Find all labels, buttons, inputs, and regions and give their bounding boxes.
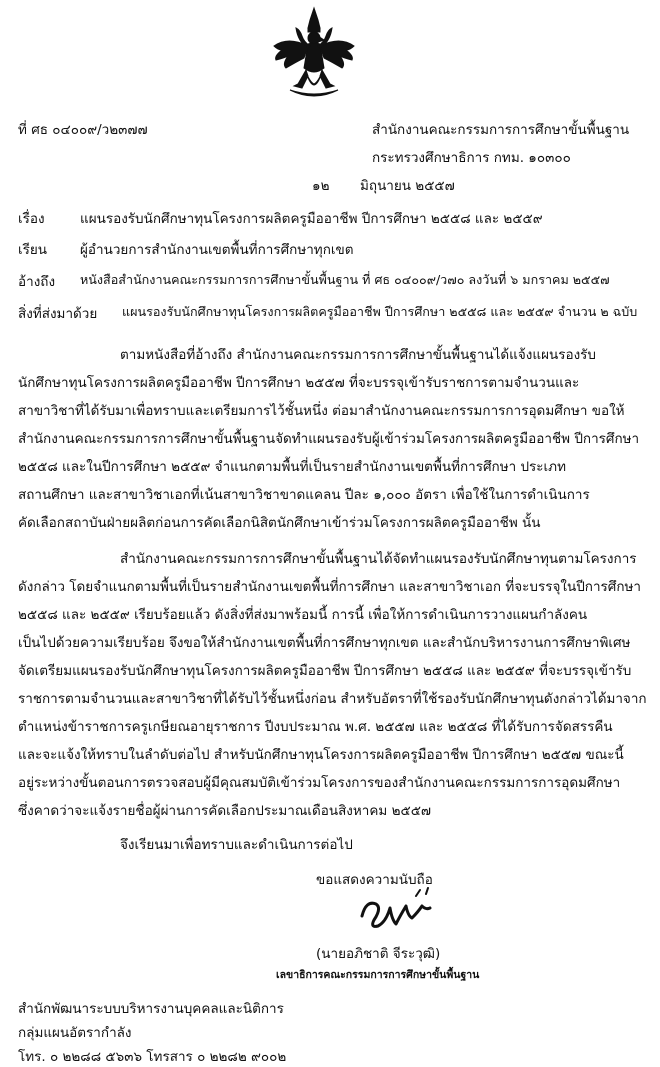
garuda-emblem: [268, 6, 360, 106]
paragraph-line: ๒๕๕๘ และ ๒๕๕๙ เรียบร้อยแล้ว ดังสิ่งที่ส่งมาพร้อมนี้ การนี้ เพื่อให้การดำเนินการวางแผนกำลังคน: [18, 607, 588, 623]
paragraph-line: ตามหนังสือที่อ้างถึง สำนักงานคณะกรรมการการศึกษาขั้นพื้นฐานได้แจ้งแผนรองรับ: [120, 347, 597, 363]
closing-request: จึงเรียนมาเพื่อทราบและดำเนินการต่อไป: [120, 837, 353, 853]
paragraph-line: ตำแหน่งข้าราชการครูเกษียณอายุราชการ ปีงบประมาณ พ.ศ. ๒๕๕๗ และ ๒๕๕๘ ที่ได้รับการจัดสรรคืน: [18, 719, 613, 735]
paragraph-line: จัดเตรียมแผนรองรับนักศึกษาทุนโครงการผลิตครูมืออาชีพ ปีการศึกษา ๒๕๕๘ และ ๒๕๕๙ ที่จะบรรจุเข้ารับ: [18, 663, 632, 679]
enclosure-label: สิ่งที่ส่งมาด้วย: [18, 306, 98, 322]
paragraph-line: คัดเลือกสถาบันฝ่ายผลิตก่อนการคัดเลือกนิสิตนักศึกษาเข้าร่วมโครงการผลิตครูมืออาชีพ นั้น: [18, 515, 541, 531]
issuer-office: สำนักงานคณะกรรมการการศึกษาขั้นพื้นฐาน: [372, 122, 630, 138]
recipient-label: เรียน: [18, 242, 48, 258]
paragraph-line: สถานศึกษา และสาขาวิชาเอกที่เน้นสาขาวิชาขาดแคลน ปีละ ๑,๐๐๐ อัตรา เพื่อใช้ในการดำเนินการ: [18, 487, 590, 503]
paragraph-line: ซึ่งคาดว่าจะแจ้งรายชื่อผู้ผ่านการคัดเลือกประมาณเดือนสิงหาคม ๒๕๕๗: [18, 803, 432, 819]
date-day: ๑๒: [312, 178, 330, 194]
paragraph-line: ดังกล่าว โดยจำแนกตามพื้นที่เป็นรายสำนักงานเขตพื้นที่การศึกษา และสาขาวิชาเอก ที่จะบรรจุในปีการศึกษา: [18, 579, 642, 595]
paragraph-line: ราชการตามจำนวนและสาขาวิชาที่ได้รับไว้ชั้นหนึ่งก่อน สำหรับอัตราที่ใช้รองรับนักศึกษาทุนดังกล่าวได้มาจาก: [18, 691, 647, 707]
recipient-text: ผู้อำนวยการสำนักงานเขตพื้นที่การศึกษาทุกเขต: [80, 242, 354, 258]
footer-group: กลุ่มแผนอัตรากำลัง: [18, 1025, 132, 1041]
subject-text: แผนรองรับนักศึกษาทุนโครงการผลิตครูมืออาชีพ ปีการศึกษา ๒๕๕๘ และ ๒๕๕๙: [80, 211, 543, 227]
paragraph-line: เป็นไปด้วยความเรียบร้อย จึงขอให้สำนักงานเขตพื้นที่การศึกษาทุกเขต และสำนักบริหารงานการศึกษาพิเศษ: [18, 635, 631, 651]
paragraph-line: ๒๕๕๘ และในปีการศึกษา ๒๕๕๙ จำแนกตามพื้นที่เป็นรายสำนักงานเขตพื้นที่การศึกษา ประเภท: [18, 459, 566, 475]
closing-salutation: ขอแสดงความนับถือ: [316, 872, 433, 888]
footer-office: สำนักพัฒนาระบบบริหารงานบุคคลและนิติการ: [18, 1001, 284, 1017]
enclosure-text: แผนรองรับนักศึกษาทุนโครงการผลิตครูมืออาชีพ ปีการศึกษา ๒๕๕๘ และ ๒๕๕๙ จำนวน ๒ ฉบับ: [122, 304, 638, 319]
subject-label: เรื่อง: [18, 211, 45, 227]
reference-label: อ้างถึง: [18, 274, 56, 290]
paragraph-line: สำนักงานคณะกรรมการการศึกษาขั้นพื้นฐานจัดทำแผนรองรับผู้เข้าร่วมโครงการผลิตครูมืออาชีพ ปีการศึกษา: [18, 431, 640, 447]
signatory-name: (นายอภิชาติ จีระวุฒิ): [316, 946, 441, 962]
issuer-ministry-address: กระทรวงศึกษาธิการ กทม. ๑๐๓๐๐: [372, 150, 571, 166]
reference-text: หนังสือสำนักงานคณะกรรมการการศึกษาขั้นพื้นฐาน ที่ ศธ ๐๔๐๐๙/ว๗๐ ลงวันที่ ๖ มกราคม ๒๕๕๗: [80, 272, 610, 287]
date-month-year: มิถุนายน ๒๕๕๗: [360, 178, 455, 194]
signatory-position: เลขาธิการคณะกรรมการการศึกษาขั้นพื้นฐาน: [276, 969, 480, 981]
paragraph-line: สาขาวิชาที่ได้รับมาเพื่อทราบและเตรียมการไว้ชั้นหนึ่ง ต่อมาสำนักงานคณะกรรมการการอุดมศึกษา ขอให้: [18, 403, 625, 419]
handwritten-signature: [356, 886, 446, 936]
paragraph-line: อยู่ระหว่างขั้นตอนการตรวจสอบผู้มีคุณสมบัติเข้าร่วมโครงการของสำนักงานคณะกรรมการการอุดมศึกษา: [18, 775, 621, 791]
document-number: ที่ ศธ ๐๔๐๐๙/ว๒๓๗๗: [18, 122, 148, 138]
footer-contact: โทร. ๐ ๒๒๘๘ ๕๖๓๖ โทรสาร ๐ ๒๒๘๒ ๙๐๐๒: [18, 1049, 287, 1065]
paragraph-line: นักศึกษาทุนโครงการผลิตครูมืออาชีพ ปีการศึกษา ๒๕๕๗ ที่จะบรรจุเข้ารับราชการตามจำนวนและ: [18, 375, 580, 391]
paragraph-line: และจะแจ้งให้ทราบในลำดับต่อไป สำหรับนักศึกษาทุนโครงการผลิตครูมืออาชีพ ปีการศึกษา ๒๕๕๗ ขณะนี้: [18, 747, 624, 763]
paragraph-line: สำนักงานคณะกรรมการการศึกษาขั้นพื้นฐานได้จัดทำแผนรองรับนักศึกษาทุนตามโครงการ: [120, 551, 637, 567]
